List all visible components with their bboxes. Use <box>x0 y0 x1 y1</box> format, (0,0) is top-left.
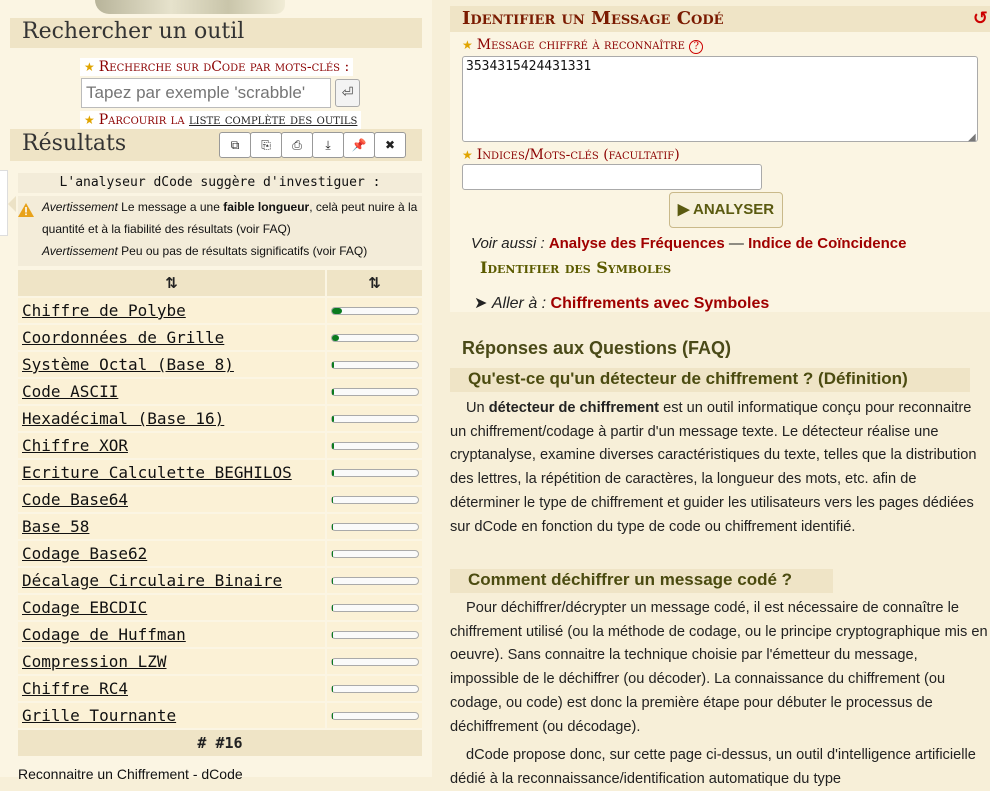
result-score-cell <box>327 379 422 404</box>
score-bar <box>331 361 419 369</box>
sort-score-header[interactable]: ⇅ <box>327 270 422 296</box>
result-name-cell <box>18 649 325 674</box>
browse-prefix: Parcourir la <box>98 112 189 128</box>
table-row <box>18 352 422 377</box>
table-row <box>18 568 422 593</box>
score-bar-fill <box>332 416 334 422</box>
answer-text: Un <box>466 400 489 416</box>
left-panel <box>0 0 432 782</box>
table-row <box>18 622 422 647</box>
result-name-cell <box>18 487 325 512</box>
page-footer-title: Reconnaitre un Chiffrement - dCode <box>18 766 243 782</box>
table-row <box>18 487 422 512</box>
table-row <box>18 703 422 728</box>
result-name-cell <box>18 406 325 431</box>
score-bar <box>331 334 419 342</box>
search-submit-button[interactable]: ⏎ <box>335 79 360 107</box>
tool-title: Identifier un Message Codé <box>450 6 990 32</box>
analyze-button[interactable]: ▶ ANALYSER <box>669 192 783 228</box>
result-name-cell <box>18 379 325 404</box>
arrow-icon: ➤ <box>474 295 492 312</box>
score-bar-fill <box>332 362 334 368</box>
result-link[interactable]: Codage EBCDIC <box>22 598 148 617</box>
pin-button[interactable]: 📌 <box>343 132 375 158</box>
keyword-search-label-text: Recherche sur dCode par mots-clés : <box>98 59 350 75</box>
result-link[interactable]: Hexadécimal (Base 16) <box>22 409 225 428</box>
faq-title: Réponses aux Questions (FAQ) <box>462 338 732 358</box>
go-to-prefix: Aller à : <box>491 295 551 312</box>
warnings-box <box>18 196 422 266</box>
score-bar <box>331 415 419 423</box>
score-bar <box>331 442 419 450</box>
table-row <box>18 298 422 323</box>
keyword-search-label <box>80 58 353 76</box>
hints-input[interactable] <box>462 164 762 190</box>
result-score-cell <box>327 433 422 458</box>
table-row <box>18 541 422 566</box>
result-link[interactable]: Ecriture Calculette BEGHILOS <box>22 463 292 482</box>
result-score-cell <box>327 514 422 539</box>
result-link[interactable]: Code Base64 <box>22 490 128 509</box>
score-bar-fill <box>332 659 333 665</box>
result-link[interactable]: Code ASCII <box>22 382 119 401</box>
star-icon: ★ <box>84 60 95 74</box>
faq-answer-decrypt-continued: dCode propose donc, sur cette page ci-dessus, un outil d'intelligence artificielle dédié à la reconnaissance/identification automatique du type <box>450 747 976 787</box>
result-score-cell <box>327 298 422 323</box>
table-row <box>18 676 422 701</box>
score-bar-fill <box>332 578 333 584</box>
score-bar <box>331 523 419 531</box>
warning-text: Peu ou pas de résultats significatifs (voir FAQ) <box>117 244 368 258</box>
star-icon: ★ <box>462 148 473 162</box>
result-link[interactable]: Base 58 <box>22 517 90 536</box>
result-score-cell <box>327 406 422 431</box>
results-table <box>18 270 422 730</box>
score-bar <box>331 469 419 477</box>
result-link[interactable]: Décalage Circulaire Binaire <box>22 571 283 590</box>
banner-decoration <box>95 0 285 14</box>
result-score-cell <box>327 460 422 485</box>
right-panel <box>442 0 990 787</box>
faq-question-definition: Qu'est-ce qu'un détecteur de chiffrement ? (Définition) <box>450 368 970 392</box>
score-bar <box>331 307 419 315</box>
answer-bold: détecteur de chiffrement <box>488 400 660 416</box>
result-score-cell <box>327 622 422 647</box>
result-score-cell <box>327 703 422 728</box>
score-bar-fill <box>332 443 334 449</box>
result-link[interactable]: Chiffre XOR <box>22 436 128 455</box>
table-row <box>18 514 422 539</box>
star-icon: ★ <box>84 113 95 127</box>
coincidence-index-link[interactable]: Indice de Coïncidence <box>748 235 907 252</box>
result-score-cell <box>327 541 422 566</box>
result-score-cell <box>327 676 422 701</box>
faq-question-decrypt: Comment déchiffrer un message codé ? <box>450 569 833 593</box>
help-icon[interactable]: ? <box>689 40 703 54</box>
print-button[interactable]: ⎙ <box>281 132 313 158</box>
sort-name-header[interactable]: ⇅ <box>18 270 325 296</box>
warning-length <box>42 196 422 240</box>
result-score-cell <box>327 487 422 512</box>
table-row <box>18 595 422 620</box>
result-link[interactable]: Compression LZW <box>22 652 167 671</box>
resize-handle-icon[interactable]: ◢ <box>968 132 976 143</box>
see-also-prefix: Voir aussi : <box>471 235 549 252</box>
result-score-cell <box>327 568 422 593</box>
result-name-cell <box>18 595 325 620</box>
table-row <box>18 379 422 404</box>
result-link[interactable]: Système Octal (Base 8) <box>22 355 234 374</box>
answer-text: est un outil informatique conçu pour reconnaitre un chiffrement/codage à partir d'un message texte. Le détecteur réalise une cryptanalyse, examine diverses caractéristiques du texte, telles que la distribution des lettres, la répétition de caractères, la longueur des mots, etc. afin de déterminer le type de chiffrement et guider les utilisateurs vers les pages dédiées sur dCode en fonction du type de code ou chiffrement identifié. <box>450 400 977 535</box>
tool-box <box>450 6 990 312</box>
score-bar-fill <box>332 524 333 530</box>
score-bar <box>331 604 419 612</box>
warning-text: , celà peut nuire à la quantité et à la fiabilité des résultats (voir FAQ) <box>42 200 418 236</box>
result-link[interactable]: Grille Tournante <box>22 706 177 725</box>
table-row <box>18 325 422 350</box>
result-score-cell <box>327 649 422 674</box>
score-bar <box>331 631 419 639</box>
result-link[interactable]: Codage de Huffman <box>22 625 186 644</box>
tool-list-link[interactable]: liste complète des outils <box>189 112 358 128</box>
table-header <box>18 270 422 296</box>
side-handle[interactable] <box>0 170 8 236</box>
result-name-cell <box>18 514 325 539</box>
symbols-section-title: Identifier des Symboles <box>480 258 672 277</box>
result-name-cell <box>18 433 325 458</box>
result-name-cell <box>18 622 325 647</box>
result-count: # #16 <box>18 730 422 756</box>
suggestion-text: L'analyseur dCode suggère d'investiguer : <box>18 173 422 193</box>
hints-label <box>462 147 680 163</box>
results-section-title: Résultats <box>10 129 422 161</box>
score-bar-fill <box>332 497 333 503</box>
score-bar-fill <box>332 605 333 611</box>
score-bar <box>331 658 419 666</box>
warning-label: Avertissement <box>42 244 118 258</box>
refresh-icon[interactable]: ↺ <box>972 8 988 29</box>
result-link[interactable]: Chiffre de Polybe <box>22 301 186 320</box>
table-row <box>18 460 422 485</box>
result-link[interactable]: Codage Base62 <box>22 544 148 563</box>
message-label <box>462 37 703 54</box>
see-also <box>471 235 906 252</box>
faq-answer-definition <box>450 397 990 539</box>
result-name-cell <box>18 703 325 728</box>
result-score-cell <box>327 352 422 377</box>
warning-label: Avertissement <box>42 200 118 214</box>
result-score-cell <box>327 595 422 620</box>
score-bar-fill <box>332 632 333 638</box>
warning-text: Le message a une <box>117 200 224 214</box>
star-icon: ★ <box>462 38 473 52</box>
warning-bold: faible longueur <box>223 200 310 214</box>
score-bar <box>331 685 419 693</box>
table-row <box>18 649 422 674</box>
result-link[interactable]: Coordonnées de Grille <box>22 328 225 347</box>
score-bar-fill <box>332 308 342 314</box>
result-name-cell <box>18 541 325 566</box>
results-toolbar <box>220 132 406 158</box>
search-input[interactable] <box>81 78 331 108</box>
score-bar-fill <box>332 389 334 395</box>
result-name-cell <box>18 298 325 323</box>
hints-label-text: Indices/Mots-clés (facultatif) <box>476 147 680 163</box>
result-name-cell <box>18 352 325 377</box>
table-row <box>18 406 422 431</box>
score-bar <box>331 550 419 558</box>
score-bar <box>331 712 419 720</box>
side-handle-arrow-icon <box>8 196 16 212</box>
score-bar-fill <box>332 335 339 341</box>
score-bar <box>331 388 419 396</box>
result-name-cell <box>18 568 325 593</box>
table-row <box>18 433 422 458</box>
see-also-separator: — <box>724 235 749 252</box>
result-score-cell <box>327 325 422 350</box>
message-label-text: Message chiffré à reconnaître <box>476 37 685 53</box>
result-name-cell <box>18 325 325 350</box>
result-link[interactable]: Chiffre RC4 <box>22 679 128 698</box>
frequency-analysis-link[interactable]: Analyse des Fréquences <box>548 235 725 252</box>
score-bar <box>331 577 419 585</box>
score-bar-fill <box>332 470 334 476</box>
table-body <box>18 298 422 728</box>
score-bar <box>331 496 419 504</box>
score-bar-fill <box>332 713 333 719</box>
save-button[interactable]: ⎘ <box>250 132 282 158</box>
faq-answer-decrypt: Pour déchiffrer/décrypter un message codé, il est nécessaire de connaître le chiffrement utilisé (ou la méthode de codage, ou le principe cryptographique mis en oeuvre). Sans connaitre la technique choisie par l'émetteur du message, impossible de le déchiffrer (ou décoder). La connaissance du chiffrement (ou codage, ou code) est donc la première étape pour débuter le processus de déchiffrement (ou décodage). <box>450 600 988 735</box>
symbol-ciphers-link[interactable]: Chiffrements avec Symboles <box>550 295 770 312</box>
score-bar-fill <box>332 686 333 692</box>
cipher-message-textarea[interactable] <box>462 56 978 142</box>
result-name-cell <box>18 460 325 485</box>
download-button[interactable]: ⤓ <box>312 132 344 158</box>
warning-results <box>42 240 422 262</box>
search-section-title: Rechercher un outil <box>10 18 422 48</box>
warning-icon <box>18 203 34 217</box>
close-button[interactable]: ✖ <box>374 132 406 158</box>
browse-tools-label <box>80 111 361 129</box>
score-bar-fill <box>332 551 333 557</box>
copy-button[interactable]: ⧉ <box>219 132 251 158</box>
go-to <box>474 293 769 313</box>
result-name-cell <box>18 676 325 701</box>
